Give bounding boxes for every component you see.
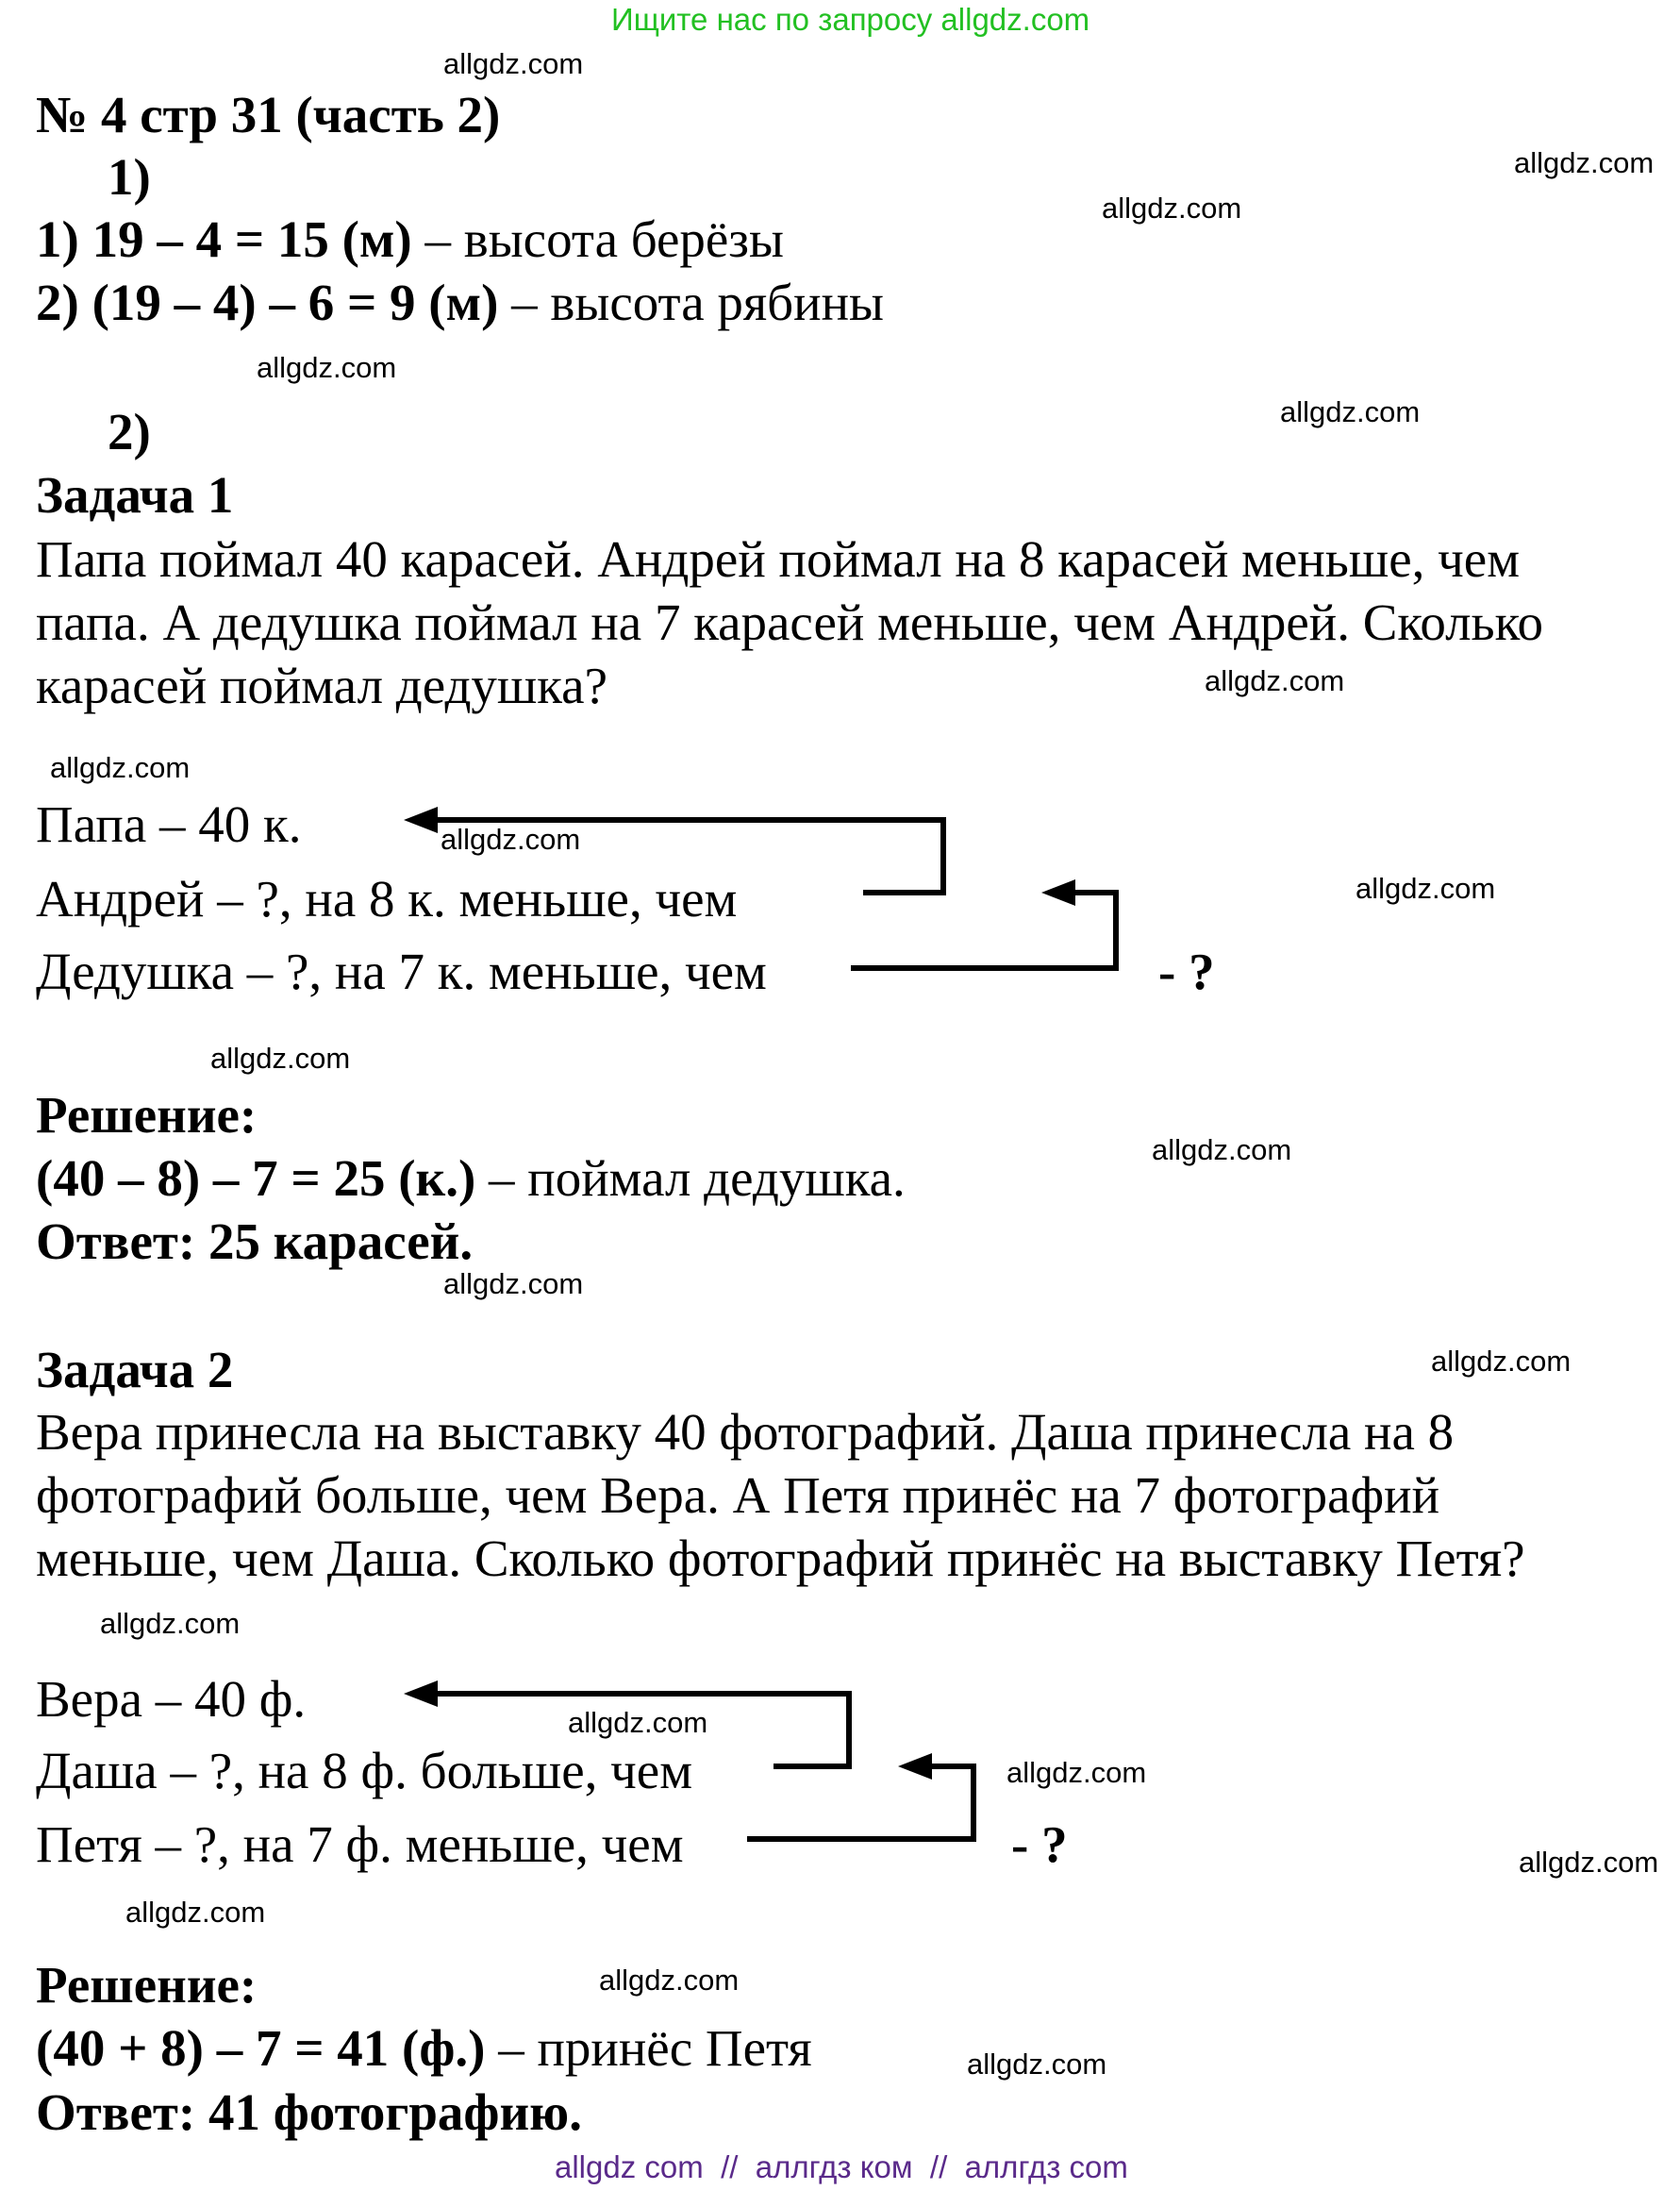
task2-solution-text: – принёс Петя: [485, 2019, 812, 2077]
watermark: allgdz.com: [1280, 395, 1421, 428]
watermark: allgdz.com: [443, 47, 584, 80]
task2-solution-math: (40 + 8) – 7 = 41 (ф.): [36, 2019, 486, 2077]
watermark: allgdz.com: [1514, 146, 1655, 179]
part1-line1-text: – высота берёзы: [411, 210, 784, 268]
task1-question-mark: - ?: [1158, 943, 1215, 1000]
site-banner: Ищите нас по запросу allgdz.com: [611, 2, 1090, 37]
watermark: allgdz.com: [568, 1706, 708, 1739]
task2-scheme-petya: Петя – ?, на 7 ф. меньше, чем: [36, 1815, 684, 1873]
watermark: allgdz.com: [1205, 664, 1345, 697]
part1-line1-math: 1) 19 – 4 = 15 (м): [36, 210, 412, 268]
arrowhead-vera: [404, 1680, 438, 1707]
task1-solution-text: – поймал дедушка.: [475, 1149, 906, 1207]
part1-line2-math: 2) (19 – 4) – 6 = 9 (м): [36, 274, 499, 331]
task2-text-line: фотографий больше, чем Вера. А Петя принёс на 7 фотографий: [36, 1466, 1440, 1524]
page-title: № 4 стр 31 (часть 2): [36, 86, 501, 143]
watermark: allgdz.com: [967, 2048, 1107, 2081]
task2-scheme-dasha: Даша – ?, на 8 ф. больше, чем: [36, 1742, 693, 1799]
task2-question-mark: - ?: [1011, 1815, 1068, 1873]
task1-scheme-andrey: Андрей – ?, на 8 к. меньше, чем: [36, 870, 738, 928]
part2-label: 2): [108, 403, 151, 460]
watermark: allgdz.com: [1006, 1756, 1147, 1789]
task1-scheme-dedushka: Дедушка – ?, на 7 к. меньше, чем: [36, 943, 767, 1000]
watermark: allgdz.com: [1356, 872, 1496, 905]
part1-line2-text: – высота рябины: [498, 274, 884, 331]
task2-text-line: меньше, чем Даша. Сколько фотографий принёс на выставку Петя?: [36, 1530, 1525, 1587]
task1-text-line: Папа поймал 40 карасей. Андрей поймал на 8 карасей меньше, чем: [36, 530, 1521, 588]
task2-answer: Ответ: 41 фотографию.: [36, 2083, 582, 2141]
watermark: allgdz.com: [1431, 1345, 1572, 1378]
task2-solution-line: [36, 2019, 812, 2077]
watermark: allgdz.com: [257, 351, 397, 384]
task1-solution-math: (40 – 8) – 7 = 25 (к.): [36, 1149, 476, 1207]
task1-solution-heading: Решение:: [36, 1086, 258, 1144]
task2-solution-heading: Решение:: [36, 1956, 258, 2014]
task1-scheme-papa: Папа – 40 к.: [36, 795, 302, 853]
arrowhead-dasha: [898, 1753, 932, 1780]
watermark: allgdz.com: [1519, 1846, 1659, 1879]
watermark: allgdz.com: [1102, 192, 1242, 225]
task2-text-line: Вера принесла на выставку 40 фотографий. Даша принесла на 8: [36, 1403, 1455, 1461]
watermark: allgdz.com: [210, 1042, 351, 1075]
arrow-petya-to-dasha: [747, 1766, 973, 1839]
watermark: allgdz.com: [599, 1964, 740, 1997]
site-footer: allgdz com // аллгдз ком // аллгдз com: [555, 2149, 1128, 2184]
watermark: allgdz.com: [443, 1267, 584, 1300]
task1-text-line: папа. А дедушка поймал на 7 карасей меньше, чем Андрей. Сколько: [36, 593, 1544, 651]
task2-heading: Задача 2: [36, 1341, 234, 1398]
watermark: allgdz.com: [441, 823, 581, 856]
task1-heading: Задача 1: [36, 466, 234, 524]
task1-text-line: карасей поймал дедушка?: [36, 657, 607, 714]
watermark: allgdz.com: [100, 1607, 241, 1640]
task2-scheme-vera: Вера – 40 ф.: [36, 1670, 307, 1728]
watermark: allgdz.com: [125, 1896, 266, 1929]
task1-answer: Ответ: 25 карасей.: [36, 1212, 474, 1270]
watermark: allgdz.com: [50, 751, 191, 784]
part1-label: 1): [108, 148, 151, 206]
watermark: allgdz.com: [1152, 1133, 1292, 1166]
